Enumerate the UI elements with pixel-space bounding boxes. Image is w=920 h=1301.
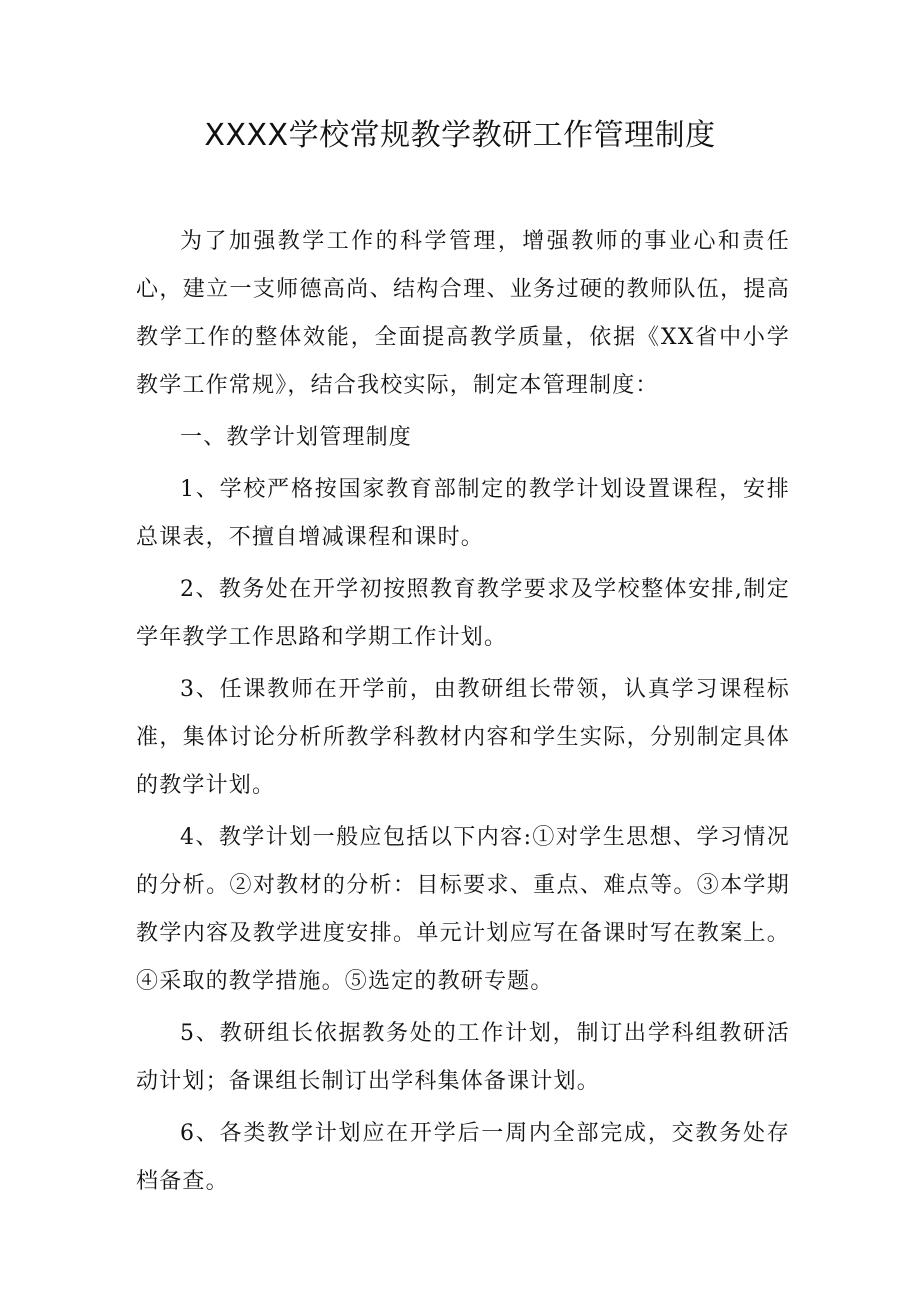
document-title: XXXX学校常规教学教研工作管理制度 [204,118,716,153]
paragraph-item-3: 3、任课教师在开学前，由教研组长带领，认真学习课程标准，集体讨论分析所教学科教材内容和学生实际，分别制定具体的教学计划。 [136,677,790,798]
paragraph-item-6: 6、各类教学计划应在开学后一周内全部完成，交教务处存档备查。 [136,1121,790,1194]
section-heading: 一、教学计划管理制度 [180,425,413,450]
paragraph-item-4: 4、教学计划一般应包括以下内容:①对学生思想、学习情况的分析。②对教材的分析：目标要求、重点、难点等。③本学期教学内容及教学进度安排。单元计划应写在备课时写在教案上。④采取的教学措施。⑤选定的教研专题。 [136,825,790,994]
paragraph-item-1: 1、学校严格按国家教育部制定的教学计划设置课程，安排总课表，不擅自增减课程和课时。 [136,477,790,550]
document-body [136,218,790,1210]
paragraph-item-5: 5、教研组长依据教务处的工作计划，制订出学科组教研活动计划；备课组长制订出学科集体备课计划。 [136,1021,790,1094]
paragraph-item-2: 2、教务处在开学初按照教育教学要求及学校整体安排,制定学年教学工作思路和学期工作计划。 [136,577,790,650]
intro-paragraph: 为了加强教学工作的科学管理，增强教师的事业心和责任心，建立一支师德高尚、结构合理、业务过硬的教师队伍，提高教学工作的整体效能，全面提高教学质量，依据《XX省中小学教学工作常规》，结合我校实际，制定本管理制度： [136,229,790,398]
